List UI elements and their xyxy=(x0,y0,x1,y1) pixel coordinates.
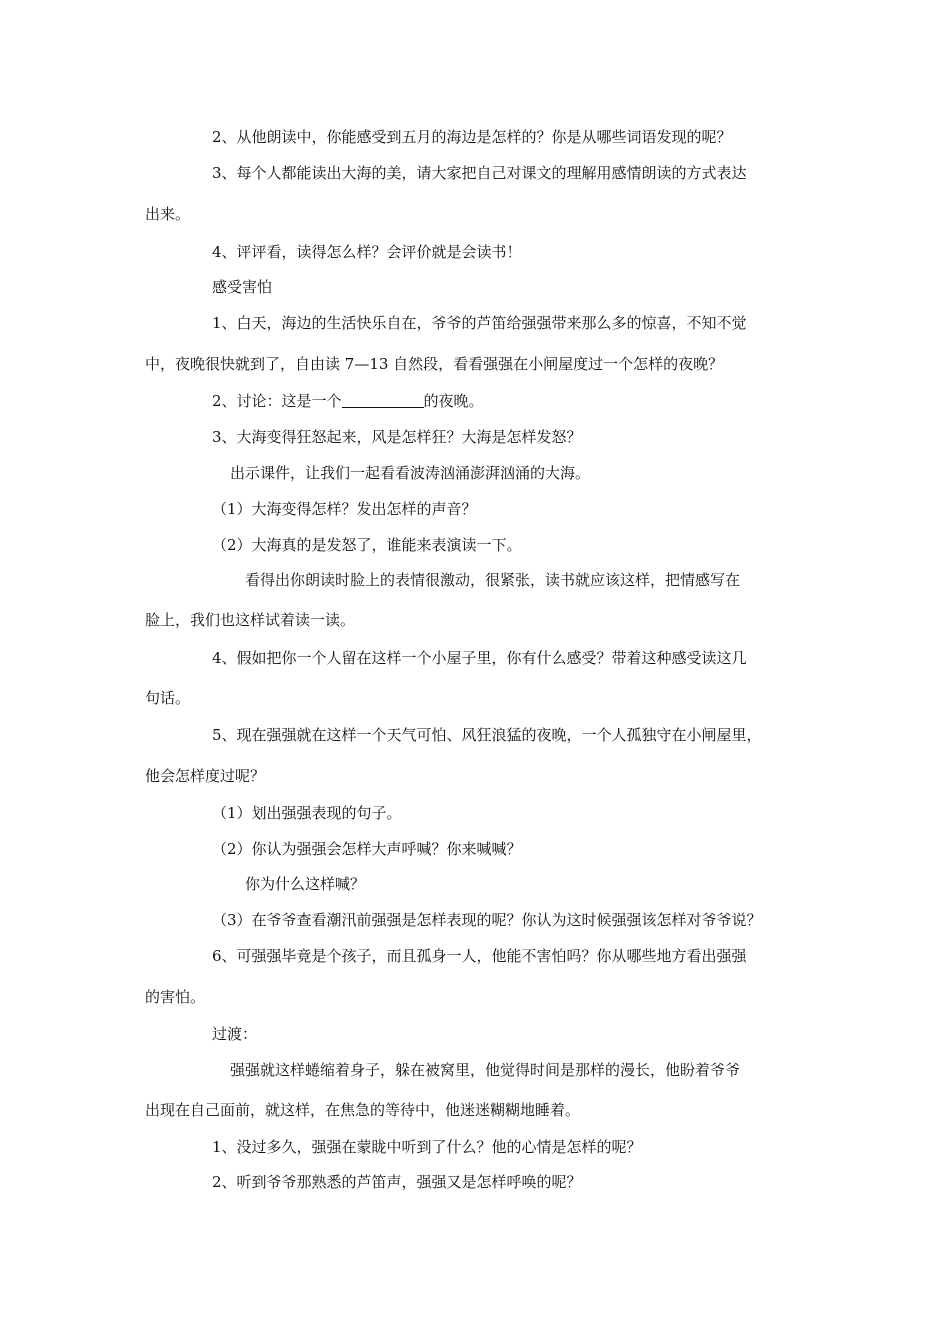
section-heading: 感受害怕 xyxy=(212,278,273,296)
paragraph-line: 出示课件，让我们一起看看波涛汹涌澎湃汹涌的大海。 xyxy=(230,464,591,482)
paragraph-line: 看得出你朗读时脸上的表情很激动，很紧张，读书就应该这样，把情感写在 xyxy=(245,571,741,589)
paragraph-line: 6、可强强毕竟是个孩子，而且孤身一人，他能不害怕吗？你从哪些地方看出强强 xyxy=(212,947,747,965)
paragraph-line: 3、每个人都能读出大海的美，请大家把自己对课文的理解用感情朗读的方式表达 xyxy=(212,164,747,182)
fill-prompt-start: 2、讨论：这是一个 xyxy=(212,392,342,410)
answer-blank xyxy=(342,393,424,408)
paragraph-line: （1）大海变得怎样？发出怎样的声音？ xyxy=(212,500,477,518)
paragraph-line: （3）在爷爷查看潮汛前强强是怎样表现的呢？你认为这时候强强该怎样对爷爷说？ xyxy=(212,911,762,929)
paragraph-line: 4、评评看，读得怎么样？会评价就是会读书！ xyxy=(212,243,522,261)
section-heading: 过渡： xyxy=(212,1025,258,1043)
paragraph-line xyxy=(212,391,484,411)
paragraph-line: 脸上，我们也这样试着读一读。 xyxy=(145,611,356,629)
paragraph-line: 的害怕。 xyxy=(145,988,206,1006)
paragraph-line: 4、假如把你一个人留在这样一个小屋子里，你有什么感受？带着这种感受读这几 xyxy=(212,649,747,667)
fill-prompt-end: 的夜晚。 xyxy=(423,392,484,410)
paragraph-line: 强强就这样蜷缩着身子，躲在被窝里，他觉得时间是那样的漫长，他盼着爷爷 xyxy=(230,1061,741,1079)
paragraph-line: 1、白天，海边的生活快乐自在，爷爷的芦笛给强强带来那么多的惊喜，不知不觉 xyxy=(212,314,747,332)
paragraph-line: 3、大海变得狂怒起来，风是怎样狂？大海是怎样发怒？ xyxy=(212,428,582,446)
paragraph-line: 2、听到爷爷那熟悉的芦笛声，强强又是怎样呼唤的呢？ xyxy=(212,1173,582,1191)
paragraph-line: 你为什么这样喊？ xyxy=(245,875,366,893)
paragraph-line: 5、现在强强就在这样一个天气可怕、风狂浪猛的夜晚，一个人孤独守在小闸屋里， xyxy=(212,726,762,744)
paragraph-line: （2）大海真的是发怒了，谁能来表演读一下。 xyxy=(212,536,522,554)
paragraph-line: 出现在自己面前，就这样，在焦急的等待中，他迷迷糊糊地睡着。 xyxy=(145,1101,581,1119)
paragraph-line: 出来。 xyxy=(145,205,191,223)
paragraph-line: 他会怎样度过呢？ xyxy=(145,767,266,785)
paragraph-line: 中，夜晚很快就到了，自由读 7—13 自然段，看看强强在小闸屋度过一个怎样的夜晚？ xyxy=(145,355,724,373)
paragraph-line: （1）划出强强表现的句子。 xyxy=(212,804,402,822)
paragraph-line: 1、没过多久，强强在蒙眬中听到了什么？他的心情是怎样的呢？ xyxy=(212,1138,642,1156)
paragraph-line: 句话。 xyxy=(145,689,191,707)
paragraph-line: （2）你认为强强会怎样大声呼喊？你来喊喊？ xyxy=(212,840,522,858)
paragraph-line: 2、从他朗读中，你能感受到五月的海边是怎样的？你是从哪些词语发现的呢？ xyxy=(212,128,732,146)
